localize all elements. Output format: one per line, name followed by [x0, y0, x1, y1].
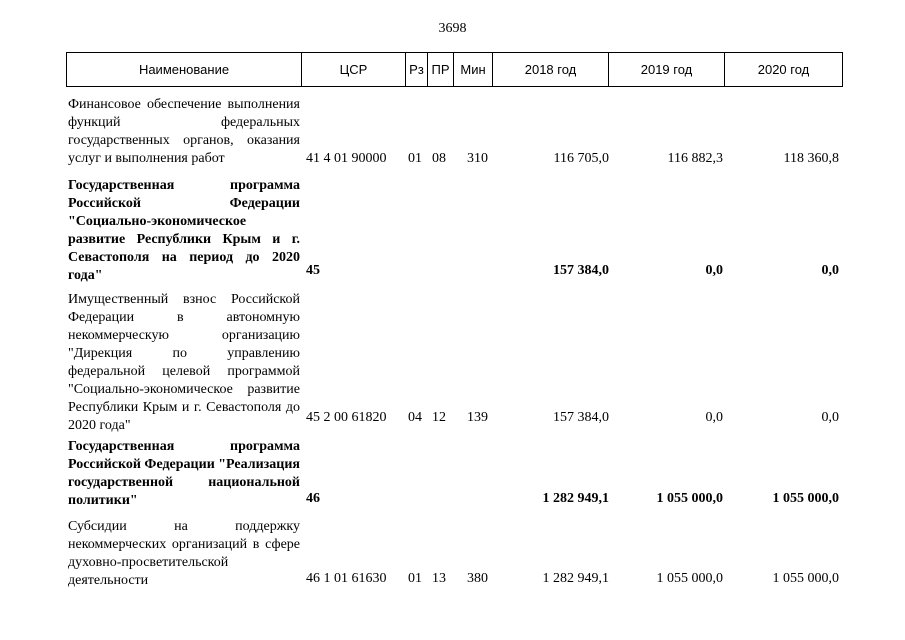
- row-value-2020: 0,0: [821, 410, 839, 425]
- row-value-2018: 157 384,0: [553, 263, 609, 278]
- row-value-2019: 1 055 000,0: [656, 571, 723, 586]
- row-value-2018: 1 282 949,1: [542, 571, 609, 586]
- header-rz: Рз: [406, 53, 428, 87]
- row-csr: 46 1 01 61630: [306, 571, 387, 586]
- row-value-2018: 116 705,0: [553, 151, 609, 166]
- row-value-2020: 118 360,8: [783, 151, 839, 166]
- row-name: Субсидии на поддержку некоммерческих организаций в сфере духовно-просветительской деятельности: [68, 519, 300, 588]
- row-min: 380: [467, 571, 488, 586]
- row-name: Финансовое обеспечение выполнения функций федеральных государственных органов, оказания услуг и выполнения работ: [68, 97, 300, 166]
- table-row: [0, 177, 905, 283]
- row-min: 139: [467, 410, 488, 425]
- row-csr: 41 4 01 90000: [306, 151, 387, 166]
- table-header: [66, 52, 843, 87]
- header-min: Мин: [454, 53, 493, 87]
- row-value-2020: 1 055 000,0: [772, 491, 839, 506]
- header-pr: ПР: [428, 53, 454, 87]
- row-value-2019: 1 055 000,0: [656, 491, 723, 506]
- row-pr: 13: [432, 571, 446, 586]
- table-row: [0, 518, 905, 588]
- row-name: Государственная программа Российской Федерации "Социально-экономическое развитие Республики Крым и г. Севастополя на период до 2020 года": [68, 178, 300, 283]
- header-2020: 2020 год: [725, 53, 843, 87]
- row-value-2019: 0,0: [705, 410, 723, 425]
- row-csr: 45 2 00 61820: [306, 410, 387, 425]
- row-name: Имущественный взнос Российской Федерации в автономную некоммерческую организацию "Дирекция по управлению федеральной целевой программой "Социально-экономическое развитие Республики Крым и г. Севастополя до 2020 года": [68, 292, 300, 433]
- row-pr: 08: [432, 151, 446, 166]
- row-value-2018: 157 384,0: [553, 410, 609, 425]
- row-csr: 45: [306, 263, 320, 278]
- row-value-2020: 1 055 000,0: [772, 571, 839, 586]
- row-pr: 12: [432, 410, 446, 425]
- row-name: Государственная программа Российской Федерации "Реализация государственной национальной политики": [68, 439, 300, 508]
- row-csr: 46: [306, 491, 320, 506]
- row-value-2019: 116 882,3: [667, 151, 723, 166]
- header-2018: 2018 год: [493, 53, 609, 87]
- table-row: [0, 438, 905, 508]
- row-rz: 04: [408, 410, 422, 425]
- row-value-2019: 0,0: [705, 263, 723, 278]
- header-name: Наименование: [67, 53, 302, 87]
- row-value-2018: 1 282 949,1: [542, 491, 609, 506]
- header-csr: ЦСР: [302, 53, 406, 87]
- table-row: [0, 291, 905, 433]
- row-rz: 01: [408, 151, 422, 166]
- page-number: 3698: [438, 21, 467, 36]
- row-rz: 01: [408, 571, 422, 586]
- row-value-2020: 0,0: [821, 263, 839, 278]
- table-row: [0, 96, 905, 168]
- header-2019: 2019 год: [609, 53, 725, 87]
- row-min: 310: [467, 151, 488, 166]
